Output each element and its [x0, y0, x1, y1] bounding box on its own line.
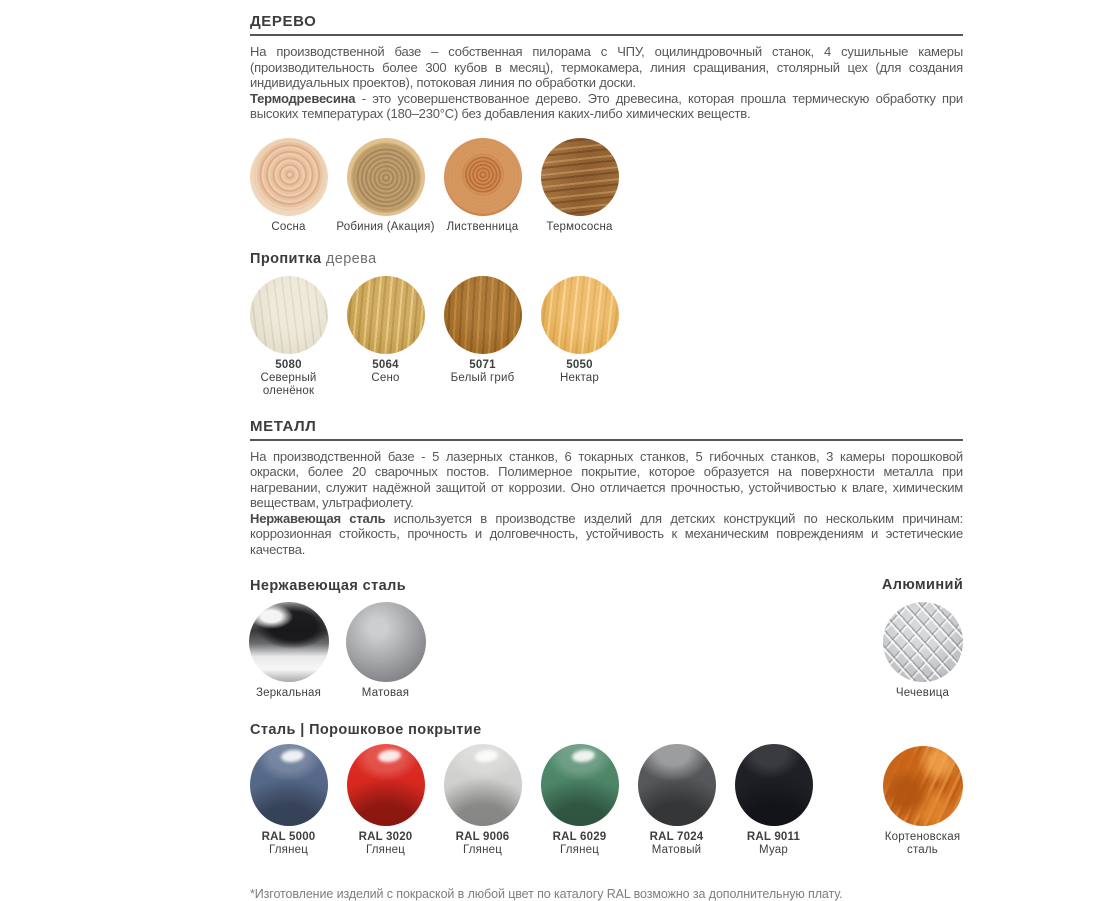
powder-coating-subheading: Сталь | Порошковое покрытие: [250, 722, 482, 738]
aluminum-subheading: Алюминий: [881, 577, 964, 593]
ral9011-swatch-image: [735, 744, 813, 826]
impregnation-5050-label: 5050 Нектар: [560, 358, 599, 384]
ral9006-swatch-image: [444, 744, 522, 826]
impregnation-swatch-5080: [240, 276, 337, 398]
thermowood-term: Термодревесина: [250, 90, 356, 106]
stainless-row: [240, 602, 963, 700]
metal-section-divider: [250, 439, 963, 441]
ral9011-label: RAL 9011 Муар: [746, 831, 801, 856]
ral5000-swatch-image: [250, 744, 328, 826]
ral5000-label: RAL 5000 Глянец: [261, 831, 316, 856]
impregnation-5064-label: 5064 Сено: [371, 358, 400, 384]
ral3020-swatch-image: [347, 744, 425, 826]
ral-footnote: *Изготовление изделий с покраской в любой цвет по каталогу RAL возможно за дополнительную плату.: [250, 887, 843, 901]
stainless-swatch-matte: [337, 602, 434, 700]
impregnation-swatch-5071: [434, 276, 531, 398]
wood-swatch-thermopine: [531, 138, 628, 234]
powder-swatch-ral9011: [725, 744, 822, 857]
robinia-label: Робиния (Акация): [336, 220, 435, 233]
wood-swatch-pine: [240, 138, 337, 234]
ral7024-label: RAL 7024 Матовый: [649, 831, 704, 856]
impregnation-5064-swatch-image: [347, 276, 425, 354]
metal-section-title: МЕТАЛЛ: [250, 417, 317, 435]
matte-steel-swatch-image: [346, 602, 426, 682]
ral6029-label: RAL 6029 Глянец: [552, 831, 607, 856]
wood-intro-text: [250, 44, 963, 122]
impregnation-5071-label: 5071 Белый гриб: [450, 358, 515, 384]
impregnation-subheading-sub: дерева: [325, 250, 377, 267]
wood-swatch-larch: [434, 138, 531, 234]
ral9006-label: RAL 9006 Глянец: [455, 831, 510, 856]
ral3020-label: RAL 3020 Глянец: [358, 831, 413, 856]
impregnation-5080-label: 5080 Северный оленёнок: [260, 358, 317, 397]
wood-section-title: ДЕРЕВО: [250, 13, 317, 30]
wood-section-divider: [250, 34, 963, 36]
stainless-aluminum-heading-row: [250, 577, 963, 593]
powder-swatch-ral6029: [531, 744, 628, 857]
mirror-steel-swatch-image: [249, 602, 329, 682]
powder-swatch-ral9006: [434, 744, 531, 857]
wood-intro-paragraph: На производственной базе – собственная пилорама с ЧПУ, оцилиндровочный станок, 4 сушильные камеры (производительность более 300 кубов в месяц), термокамера, линия сращивания, столярный цех (для создания индивидуальных проектов), потоковая линия по обработки доски.: [250, 44, 963, 90]
corten-steel-label: Кортеновская сталь: [884, 831, 961, 856]
stainless-paragraph: [250, 511, 963, 558]
impregnation-swatch-5064: [337, 276, 434, 398]
larch-swatch-image: [444, 138, 522, 216]
corten-steel-swatch: [874, 744, 971, 857]
wood-swatch-robinia: [337, 138, 434, 234]
powder-swatch-ral5000: [240, 744, 337, 857]
mirror-steel-label: Зеркальная: [255, 687, 322, 699]
wood-species-row: [240, 138, 963, 234]
stainless-term: Нержавеющая сталь: [250, 510, 386, 526]
metal-intro-paragraph: На производственной базе - 5 лазерных станков, 6 токарных станков, 5 гибочных станков, 3 камеры порошковой окраски, более 20 сварочных постов. Полимерное покрытие, которое образуется на поверхности металла при нагревании, служит надёжной защитой от коррозии. Оно отличается прочностью, устойчивостью к влаге, химическим веществам, ультрафиолету.: [250, 448, 963, 510]
impregnation-subheading-main: Пропитка: [250, 250, 322, 267]
lentil-aluminum-swatch-image: [883, 602, 963, 682]
thermopine-swatch-image: [541, 138, 619, 216]
impregnation-subheading: [250, 251, 963, 267]
larch-label: Лиственница: [446, 220, 519, 233]
lentil-aluminum-label: Чечевица: [895, 687, 950, 699]
wood-thermo-paragraph: [250, 91, 963, 122]
corten-steel-swatch-image: [883, 746, 963, 826]
impregnation-row: [240, 276, 963, 398]
stainless-subheading: Нержавеющая сталь: [250, 578, 407, 594]
ral7024-swatch-image: [638, 744, 716, 826]
metal-intro-text: [250, 449, 963, 558]
powder-swatch-ral7024: [628, 744, 725, 857]
aluminum-swatch-lentil: [874, 602, 971, 700]
powder-coating-row: [240, 744, 963, 857]
robinia-swatch-image: [347, 138, 425, 216]
matte-steel-label: Матовая: [361, 687, 410, 699]
impregnation-swatch-5050: [531, 276, 628, 398]
pine-label: Сосна: [271, 220, 306, 233]
stainless-definition: используется в производстве изделий для детских конструкций по нескольким причинам: коррозионная стойкость, прочность и долговечность, устойчивость к механическим повреждениям и эстетические качества.: [250, 510, 963, 557]
impregnation-5080-swatch-image: [250, 276, 328, 354]
powder-swatch-ral3020: [337, 744, 434, 857]
content-column: [250, 0, 963, 901]
pine-swatch-image: [250, 138, 328, 216]
thermopine-label: Термососна: [546, 220, 613, 233]
thermowood-definition: - это усовершенствованное дерево. Это древесина, которая прошла термическую обработку при высоких температурах (180–230°C) без добавления каких-либо химических веществ.: [250, 90, 963, 121]
impregnation-5071-swatch-image: [444, 276, 522, 354]
stainless-swatch-mirror: [240, 602, 337, 700]
impregnation-5050-swatch-image: [541, 276, 619, 354]
ral6029-swatch-image: [541, 744, 619, 826]
